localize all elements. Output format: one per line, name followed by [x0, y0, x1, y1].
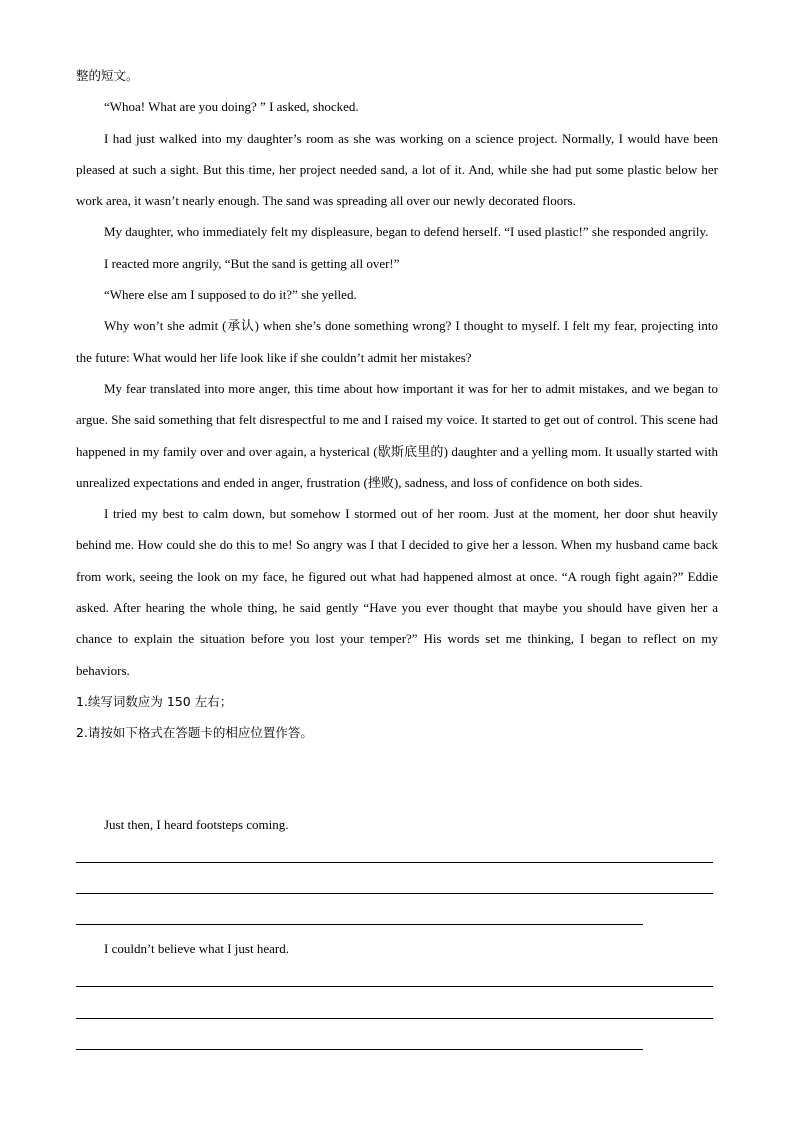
paragraph-6: Why won’t she admit (承认) when she’s done something wrong? I thought to myself. I felt my fear, projecting into the future: What would her life look like if she couldn’t admit her mistakes?	[76, 318, 718, 365]
paragraph-1: “Whoa! What are you doing? ” I asked, shocked.	[104, 99, 359, 115]
paragraph-8: I tried my best to calm down, but somehow I stormed out of her room. Just at the moment, her door shut heavily behind me. How could she do this to me! So angry was I that I decided to give her a lesson. When my husband came back from work, seeing the look on my face, he figured out what had happened almost at once. “A rough fight again?” Eddie asked. After hearing the whole thing, he said gently “Have you ever thought that maybe you should have given her a chance to explain the situation before you lost your temper?” His words set me thinking, I began to reflect on my behaviors.	[76, 506, 718, 678]
paragraph-3: My daughter, who immediately felt my displeasure, began to defend herself. “I used plastic!” she responded angrily.	[104, 224, 709, 240]
paragraph-7: My fear translated into more anger, this time about how important it was for her to admit mistakes, and we began to argue. She said something that felt disrespectful to me and I raised my voice. It started to get out of control. This scene had happened in my family over and over again, a hysterical (歇斯底里的) daughter and a yelling mom. It usually started with unrealized expectations and ended in anger, frustration (挫败), sadness, and loss of confidence on both sides.	[76, 380, 718, 490]
answer-line[interactable]	[76, 1018, 713, 1019]
paragraph-5: “Where else am I supposed to do it?” she yelled.	[104, 287, 357, 303]
passage-text	[76, 60, 718, 749]
answer-line[interactable]	[76, 986, 713, 987]
paragraph-4: I reacted more angrily, “But the sand is getting all over!”	[104, 255, 400, 271]
answer-line[interactable]	[76, 893, 713, 894]
continuation-starter-1: Just then, I heard footsteps coming.	[104, 817, 289, 832]
paragraph-2: I had just walked into my daughter’s room as she was working on a science project. Normally, I would have been pleased at such a sight. But this time, her project needed sand, a lot of it. And, while she had put some plastic below her work area, it wasn’t nearly enough. The sand was spreading all over our newly decorated floors.	[76, 130, 718, 209]
answer-line[interactable]	[76, 1049, 643, 1050]
instruction-2: 2.请按如下格式在答题卡的相应位置作答。	[76, 725, 313, 741]
answer-line[interactable]	[76, 862, 713, 863]
header-fragment: 整的短文。	[76, 68, 139, 83]
instruction-1: 1.续写词数应为 150 左右；	[76, 693, 233, 709]
continuation-starter-2: I couldn’t believe what I just heard.	[104, 941, 289, 956]
answer-line[interactable]	[76, 924, 643, 925]
